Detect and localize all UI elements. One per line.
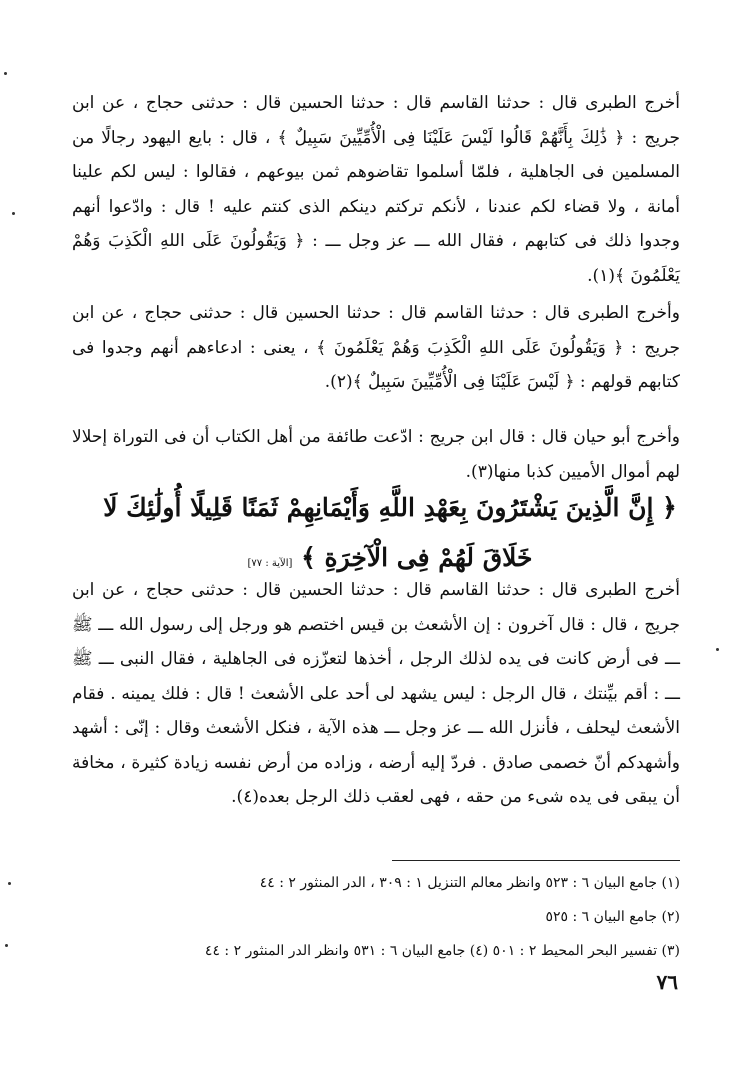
page-number: ٧٦ xyxy=(656,970,678,994)
paragraph-3 xyxy=(72,420,680,489)
paragraph-text: أخرج الطبرى قال : حدثنا القاسم قال : حدثنا الحسين قال : حدثنى حجاج ، عن ابن جريج ، قال : قال آخرون : إن الأشعث بن قيس اختصم هو ورجل إلى رسول الله ـــ ﷺ ـــ فى أرض كانت فى يده لذلك الرجل ، أخذها لتعزّزه فى الجاهلية ، فقال النبى ـــ ﷺ ـــ : أقم بيِّنتك ، قال الرجل : ليس يشهد لى أحد على الأشعث ! قال : فلك يمينه . فقام الأشعث ليحلف ، فأنزل الله ـــ عز وجل ـــ هذه الآية ، فنكل الأشعث وقال : إنّى : أشهد وأشهدكم أنّ خصمى صادق . فردّ إليه أرضه ، وزاده من أرض نفسه زيادة كثيرة ، مخافة أن يبقى فى يده شىء من حقه ، فهى لعقب ذلك الرجل بعده(٤). xyxy=(72,580,680,807)
paragraph-text: وأخرج الطبرى قال : حدثنا القاسم قال : حدثنا الحسين قال : حدثنى حجاج ، عن ابن جريج : ﴿ وَيَقُولُونَ عَلَى اللهِ الْكَذِبَ وَهُمْ يَعْلَمُونَ ﴾ ، يعنى : ادعاءهم أنهم وجدوا فى كتابهم قولهم : ﴿ لَيْسَ عَلَيْنَا فِى الْأُمِّيِّينَ سَبِيلٌ ﴾(٢). xyxy=(72,303,680,392)
paragraph-4 xyxy=(72,573,680,815)
scan-speck xyxy=(12,212,15,215)
verse-reference: [الآية : ٧٧] xyxy=(247,558,293,569)
paragraph-1 xyxy=(72,86,680,293)
paragraph-text: أخرج الطبرى قال : حدثنا القاسم قال : حدثنا الحسين قال : حدثنى حجاج ، عن ابن جريج : ﴿ ذَٰلِكَ بِأَنَّهُمْ قَالُوا لَيْسَ عَلَيْنَا فِى الْأُمِّيِّينَ سَبِيلٌ ﴾ ، قال : بايع اليهود رجالًا من المسلمين فى الجاهلية ، فلمّا أسلموا تقاضوهم ثمن بيوعهم ، فقالوا : ليس لكم علينا أمانة ، ولا قضاء لكم عندنا ، لأنكم تركتم دينكم الذى كنتم عليه ! قال : وادّعوا أنهم وجدوا ذلك فى كتابهم ، فقال الله ـــ عز وجل ـــ : ﴿ وَيَقُولُونَ عَلَى اللهِ الْكَذِبَ وَهُمْ يَعْلَمُونَ ﴾(١). xyxy=(72,93,681,286)
footnote: (٣) تفسير البحر المحيط ٢ : ٥٠١ (٤) جامع البيان ٦ : ٥٣١ وانظر الدر المنثور ٢ : ٤٤ xyxy=(204,943,680,959)
scan-speck xyxy=(8,882,11,885)
scan-speck xyxy=(4,72,7,75)
footnote: (٢) جامع البيان ٦ : ٥٢٥ xyxy=(545,909,680,925)
footnotes xyxy=(72,866,680,968)
scan-speck xyxy=(5,944,8,947)
verse-text: ﴿ إِنَّ الَّذِينَ يَشْتَرُونَ بِعَهْدِ اللَّهِ وَأَيْمَانِهِمْ ثَمَنًا قَلِيلًا أُولَٰئِكَ لَا خَلَاقَ لَهُمْ فِى الْآخِرَةِ ﴾ xyxy=(103,493,677,572)
footnote-divider xyxy=(392,860,680,861)
footnote: (١) جامع البيان ٦ : ٥٢٣ وانظر معالم التنزيل ١ : ٣٠٩ ، الدر المنثور ٢ : ٤٤ xyxy=(259,875,680,891)
scan-speck xyxy=(716,648,719,651)
paragraph-2 xyxy=(72,296,680,400)
paragraph-text: وأخرج أبو حيان قال : قال ابن جريج : ادّعت طائفة من أهل الكتاب أن فى التوراة إحلالا لهم أموال الأميين كذبا منها(٣). xyxy=(72,427,680,482)
